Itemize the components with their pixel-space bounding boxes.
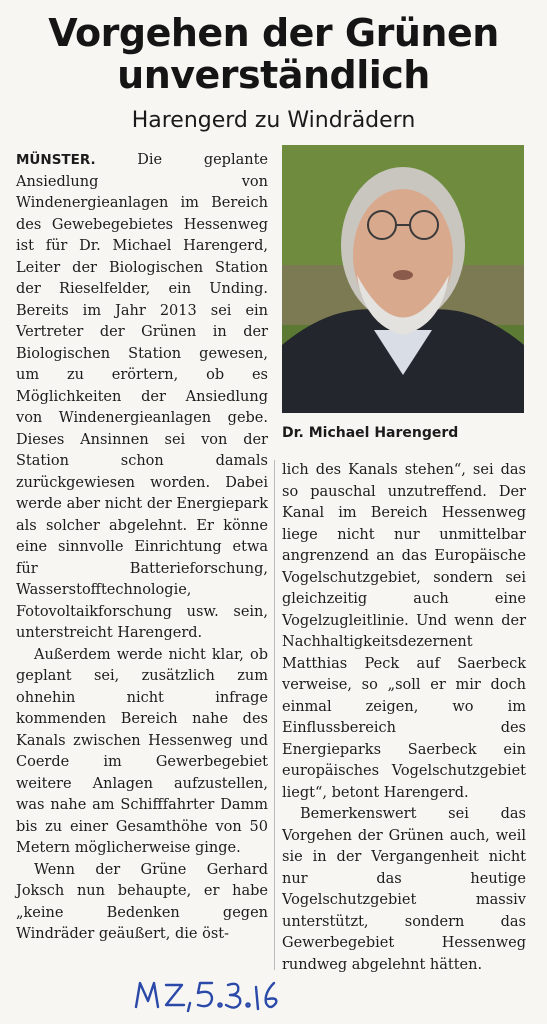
article-left-column: [16, 150, 268, 946]
article-paragraph: Wenn der Grüne Gerhard Joksch nun behaupte, er habe „keine Bedenken gegen Windräder geäußert, die öst-: [16, 861, 268, 942]
portrait-photo: [282, 145, 524, 413]
handwritten-note: [132, 975, 292, 1015]
headline-line-2: unverständlich: [117, 53, 430, 97]
article-paragraph: lich des Kanals stehen“, sei das so pauschal unzutreffend. Der Kanal im Bereich Hessenweg liege nicht nur unmittelbar angrenzend an das Europäische Vogelschutzgebiet, sondern sei gleichzeitig auch eine Vogelzugleitlinie. Und wenn der Nachhaltigkeitsdezernent Matthias Peck auf Saerbeck verweise, so „soll er mir doch einmal zeigen, wo im Einflussbereich des Energieparks Saerbeck ein europäisches Vogelschutzgebiet liegt“, betont Harengerd.: [282, 462, 526, 801]
article-paragraph: Außerdem werde nicht klar, ob geplant sei, zusätzlich zum ohnehin nicht infrage kommenden Bereich nahe des Kanals zwischen Hessenweg und Coerde im Gewerbegebiet weitere Anlagen aufzustellen, was nahe am Schifffahrter Damm bis zu einer Gesamthöhe von 50 Metern möglicherweise ginge.: [16, 646, 268, 856]
dateline: MÜNSTER.: [16, 152, 96, 168]
article-paragraph: Bemerkenswert sei das Vorgehen der Grünen auch, weil sie in der Vergangenheit nicht nur das heutige Vogelschutzgebiet massiv unterstützt, sondern das Gewerbegebiet Hessenweg rundweg abgelehnt hätten.: [282, 806, 526, 973]
headline: [0, 12, 547, 96]
man-portrait-icon: [282, 145, 524, 413]
paragraph-text: Die geplante Ansiedlung von Windenergieanlagen im Bereich des Gewebegebietes Hessenweg ist für Dr. Michael Harengerd, Leiter der Biologischen Station der Rieselfelder, ein Unding. Bereits im Jahr 2013 sei ein Vertreter der Grünen in der Biologischen Station gewesen, um zu erörtern, ob es Möglichkeiten der Ansiedlung von Windenergieanlagen gebe. Dieses Ansinnen sei von der Station schon damals zurückgewiesen worden. Dabei werde aber nicht der Energiepark als solcher abgelehnt. Er könne eine sinnvolle Einrichtung etwa für Batterieforschung, Wasserstofftechnologie, Fotovoltaikforschung usw. sein, unterstreicht Harengerd.: [16, 152, 268, 641]
handwritten-date-drawing: [132, 975, 292, 1015]
subheadline: Harengerd zu Windrädern: [131, 108, 416, 133]
column-divider: [274, 460, 275, 970]
headline-line-1: Vorgehen der Grünen: [48, 11, 499, 55]
photo-caption: Dr. Michael Harengerd: [282, 425, 459, 441]
article-right-column: [282, 460, 526, 976]
article-paragraph: [16, 150, 268, 645]
